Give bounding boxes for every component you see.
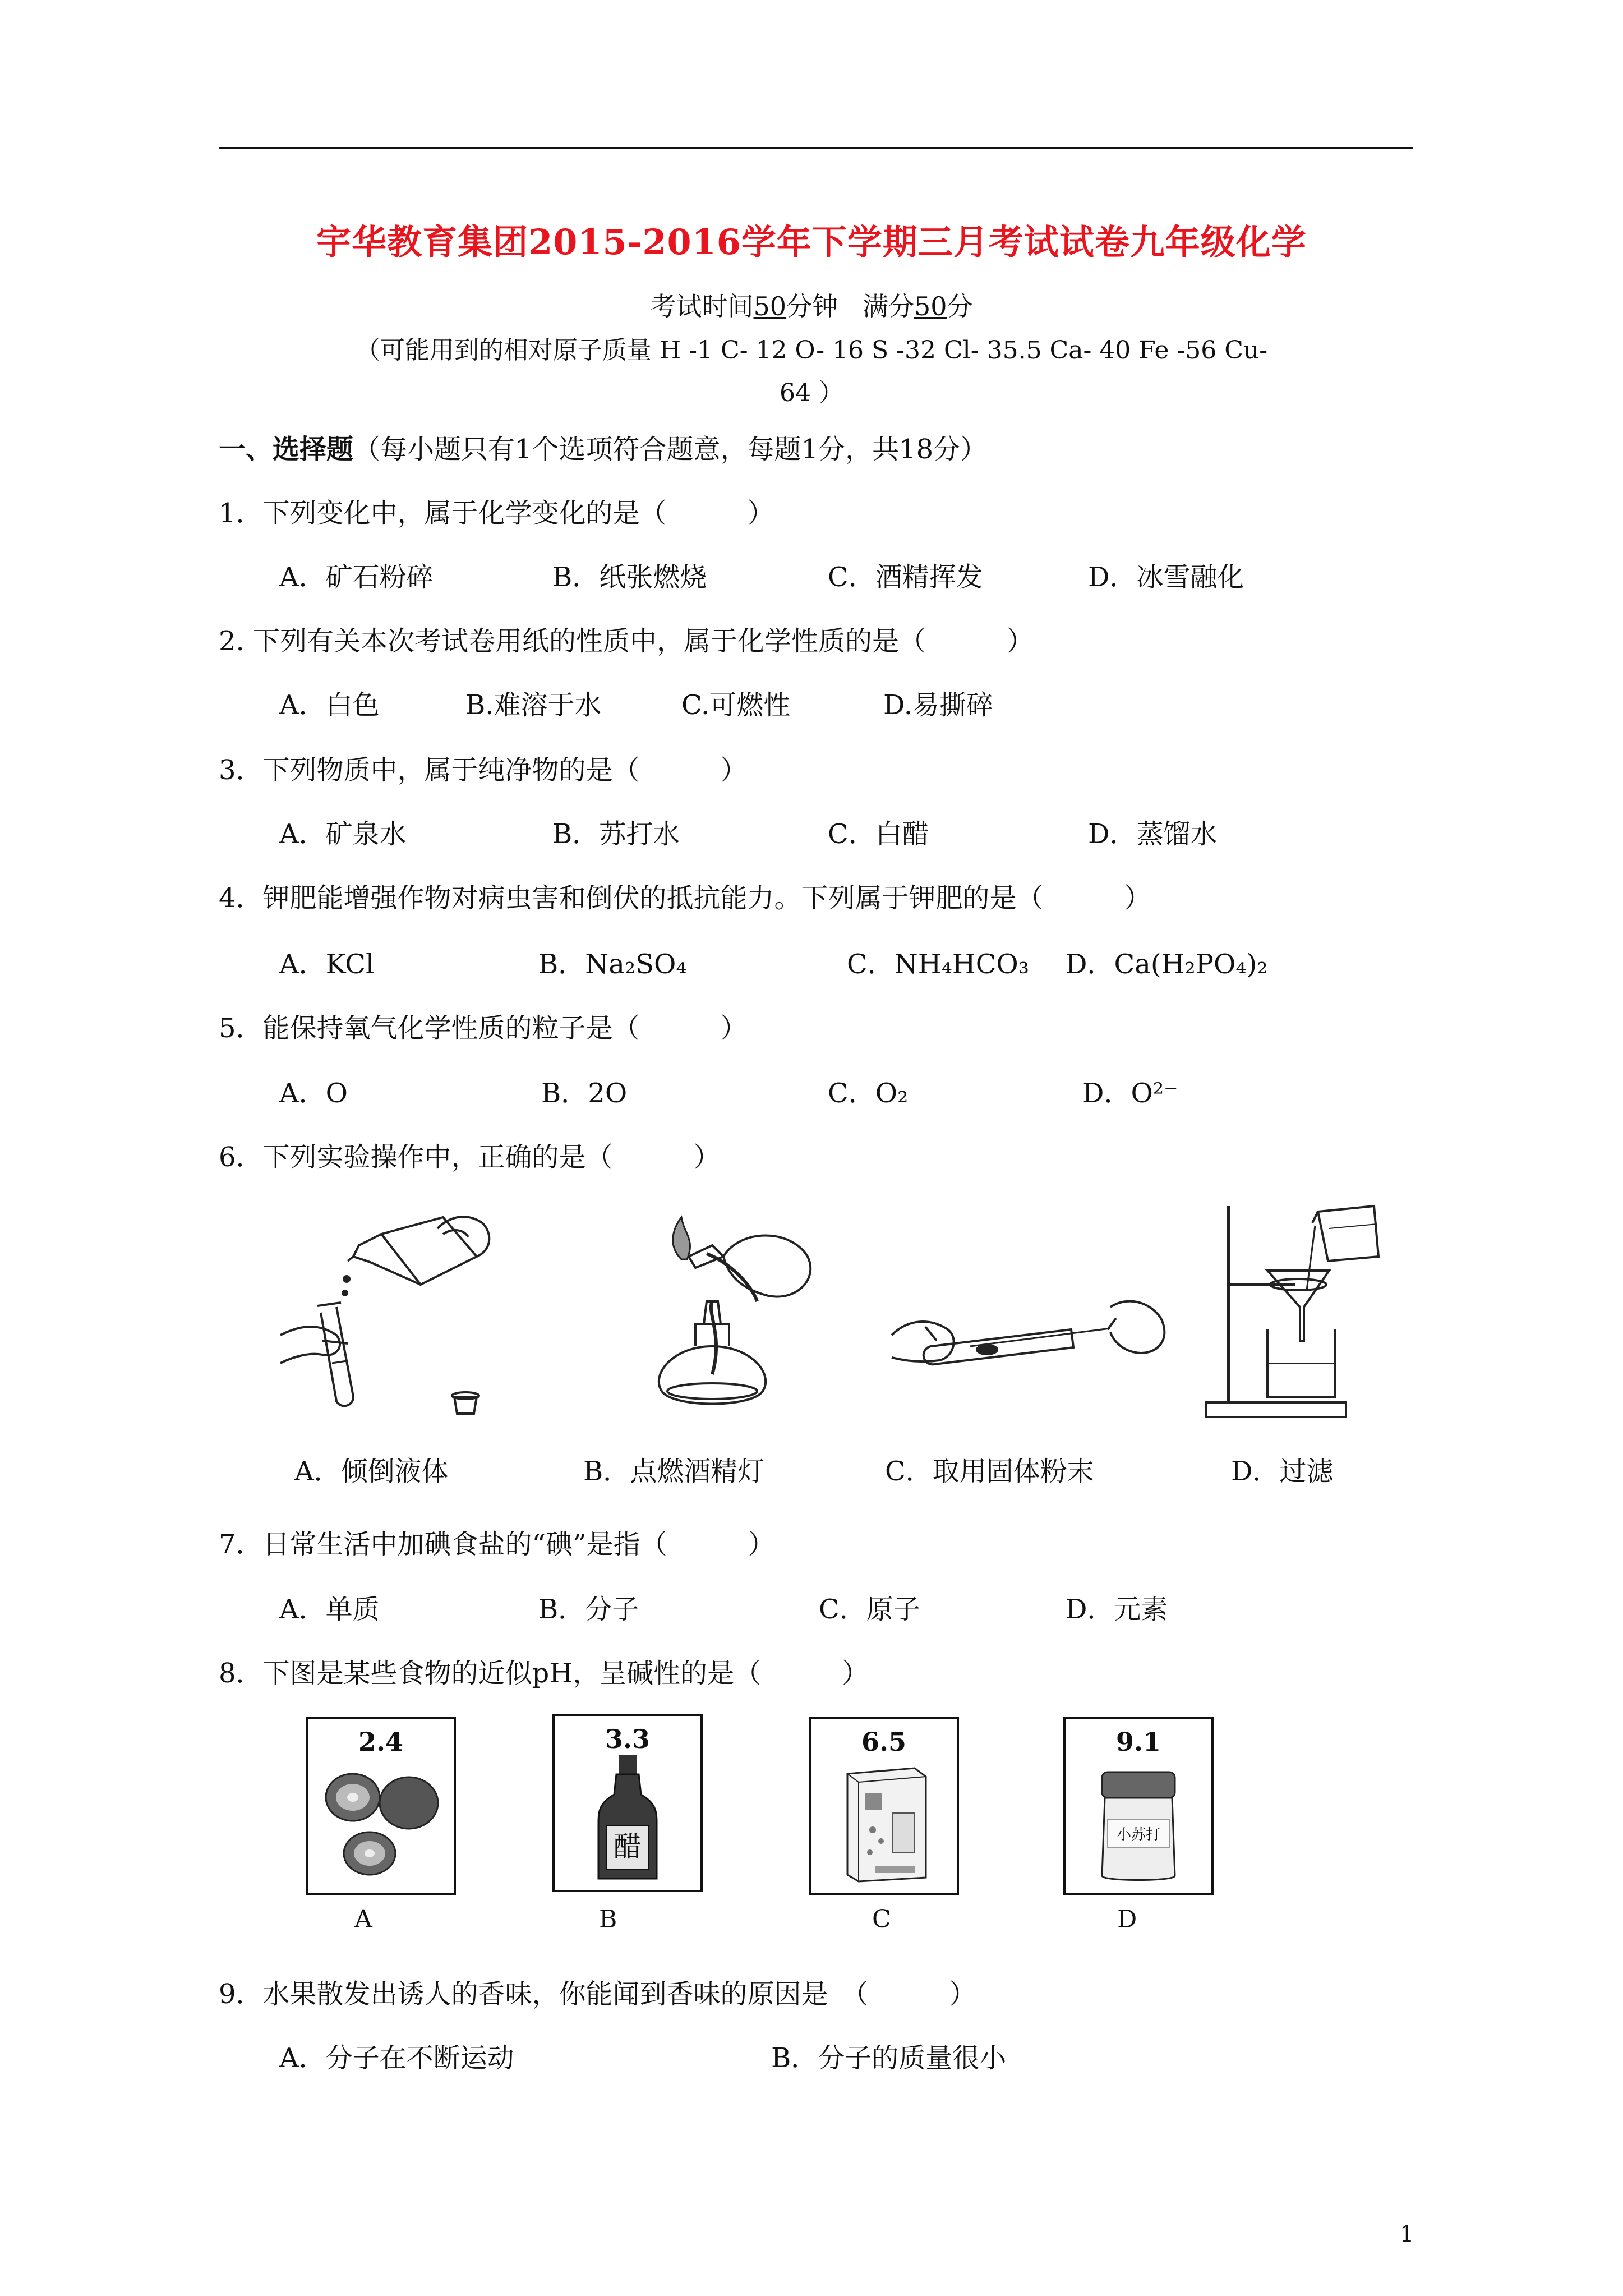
question-7-stem: 7．日常生活中加碘食盐的“碘”是指（ ） (219, 1529, 775, 1560)
ph-value-c: 6.5 (861, 1727, 907, 1757)
q4-option-b[interactable]: B．Na₂SO₄ (538, 949, 687, 980)
bottle-label: 醋 (614, 1830, 642, 1863)
atomic-mass-line-1: （可能用到的相对原子质量 H -1 C- 12 O- 16 S -32 Cl- 35.5 Ca- 40 Fe -56 Cu- (355, 336, 1268, 365)
vinegar-bottle-icon (594, 1755, 661, 1884)
filtration-figure (1200, 1195, 1391, 1430)
score-prefix: 满分 (862, 291, 914, 321)
pour-liquid-figure (269, 1195, 505, 1430)
q9-option-b[interactable]: B．分子的质量很小 (771, 2042, 1007, 2074)
q4-option-a[interactable]: A．KCl (279, 949, 375, 980)
exam-time-score (0, 286, 1623, 323)
q5-option-b[interactable]: B．2O (541, 1078, 628, 1109)
question-6-stem: 6．下列实验操作中，正确的是（ ） (219, 1142, 721, 1173)
q3-option-d[interactable]: D．蒸馏水 (1088, 818, 1218, 850)
q1-option-a[interactable]: A．矿石粉碎 (279, 562, 434, 593)
ph-box-d[interactable] (1063, 1717, 1214, 1895)
baking-soda-jar-icon (1091, 1766, 1186, 1884)
q7-option-b[interactable]: B．分子 (538, 1594, 639, 1625)
q8-option-d[interactable]: D (1117, 1905, 1137, 1934)
section-title: 一、选择题 (219, 434, 354, 465)
ph-value-d: 9.1 (1115, 1727, 1161, 1757)
ph-value-b: 3.3 (605, 1724, 651, 1754)
page-number: 1 (1400, 2221, 1414, 2247)
time-value: 50 (753, 291, 787, 321)
milk-carton-icon (842, 1763, 932, 1883)
section-note: （每小题只有1个选项符合题意，每题1分，共18分） (353, 434, 988, 465)
q4-option-c[interactable]: C．NH₄HCO₃ (847, 949, 1030, 980)
q1-option-c[interactable]: C．酒精挥发 (828, 562, 983, 593)
kiwi-icon (319, 1764, 442, 1881)
q3-option-a[interactable]: A．矿泉水 (279, 818, 407, 850)
question-3-stem: 3．下列物质中，属于纯净物的是（ ） (219, 754, 748, 786)
q8-option-c[interactable]: C (872, 1905, 891, 1934)
atomic-mass-line-2: 64 ） (780, 379, 843, 407)
q3-option-b[interactable]: B．苏打水 (552, 818, 680, 850)
question-2-stem: 2. 下列有关本次考试卷用纸的性质中，属于化学性质的是（ ） (219, 625, 1034, 657)
time-prefix: 考试时间 (650, 291, 754, 321)
question-5-stem: 5．能保持氧气化学性质的粒子是（ ） (219, 1013, 748, 1044)
q8-option-a[interactable]: A (354, 1905, 372, 1934)
q1-option-d[interactable]: D．冰雪融化 (1088, 562, 1244, 593)
q9-option-a[interactable]: A．分子在不断运动 (279, 2042, 514, 2074)
ph-value-a: 2.4 (358, 1727, 404, 1757)
q2-option-d[interactable]: D.易撕碎 (883, 689, 994, 721)
q8-option-b[interactable]: B (599, 1905, 617, 1934)
ph-box-a[interactable] (306, 1717, 456, 1895)
q3-option-c[interactable]: C．白醋 (828, 818, 929, 850)
q6-option-b[interactable]: B．点燃酒精灯 (583, 1456, 765, 1487)
q2-option-a[interactable]: A．白色 (279, 689, 380, 721)
section-heading (219, 427, 987, 466)
q6-option-a[interactable]: A．倾倒液体 (294, 1456, 449, 1487)
q6-option-c[interactable]: C．取用固体粉末 (885, 1456, 1094, 1487)
time-unit: 分钟 (786, 291, 838, 321)
q5-option-c[interactable]: C．O₂ (828, 1078, 909, 1109)
q4-option-d[interactable]: D．Ca(H₂PO₄)₂ (1066, 949, 1268, 980)
header-rule (219, 147, 1413, 149)
score-value: 50 (914, 291, 947, 321)
q7-option-d[interactable]: D．元素 (1066, 1594, 1168, 1625)
ph-box-c[interactable] (809, 1717, 959, 1895)
q2-option-c[interactable]: C.可燃性 (681, 689, 791, 721)
q5-option-a[interactable]: A．O (279, 1078, 348, 1109)
q6-option-d[interactable]: D．过滤 (1231, 1456, 1334, 1487)
q1-option-b[interactable]: B．纸张燃烧 (552, 562, 707, 593)
jar-label: 小苏打 (1116, 1826, 1161, 1843)
q5-option-d[interactable]: D．O²⁻ (1082, 1078, 1178, 1109)
q2-option-b[interactable]: B.难溶于水 (465, 689, 602, 721)
ph-box-b[interactable] (552, 1714, 703, 1892)
solid-powder-figure (886, 1285, 1178, 1397)
q7-option-c[interactable]: C．原子 (819, 1594, 920, 1625)
q7-option-a[interactable]: A．单质 (279, 1594, 380, 1625)
exam-title: 宇华教育集团2015-2016学年下学期三月考试试卷九年级化学 (316, 222, 1307, 263)
alcohol-lamp-figure (628, 1206, 830, 1430)
score-unit: 分 (947, 291, 973, 321)
question-9-stem: 9．水果散发出诱人的香味，你能闻到香味的原因是 （ ） (219, 1978, 976, 2010)
question-8-stem: 8．下图是某些食物的近似pH，呈碱性的是（ ） (219, 1658, 869, 1689)
question-4-stem: 4．钾肥能增强作物对病虫害和倒伏的抵抗能力。下列属于钾肥的是（ ） (219, 882, 1151, 914)
question-1-stem: 1．下列变化中，属于化学变化的是（ ） (219, 498, 774, 529)
